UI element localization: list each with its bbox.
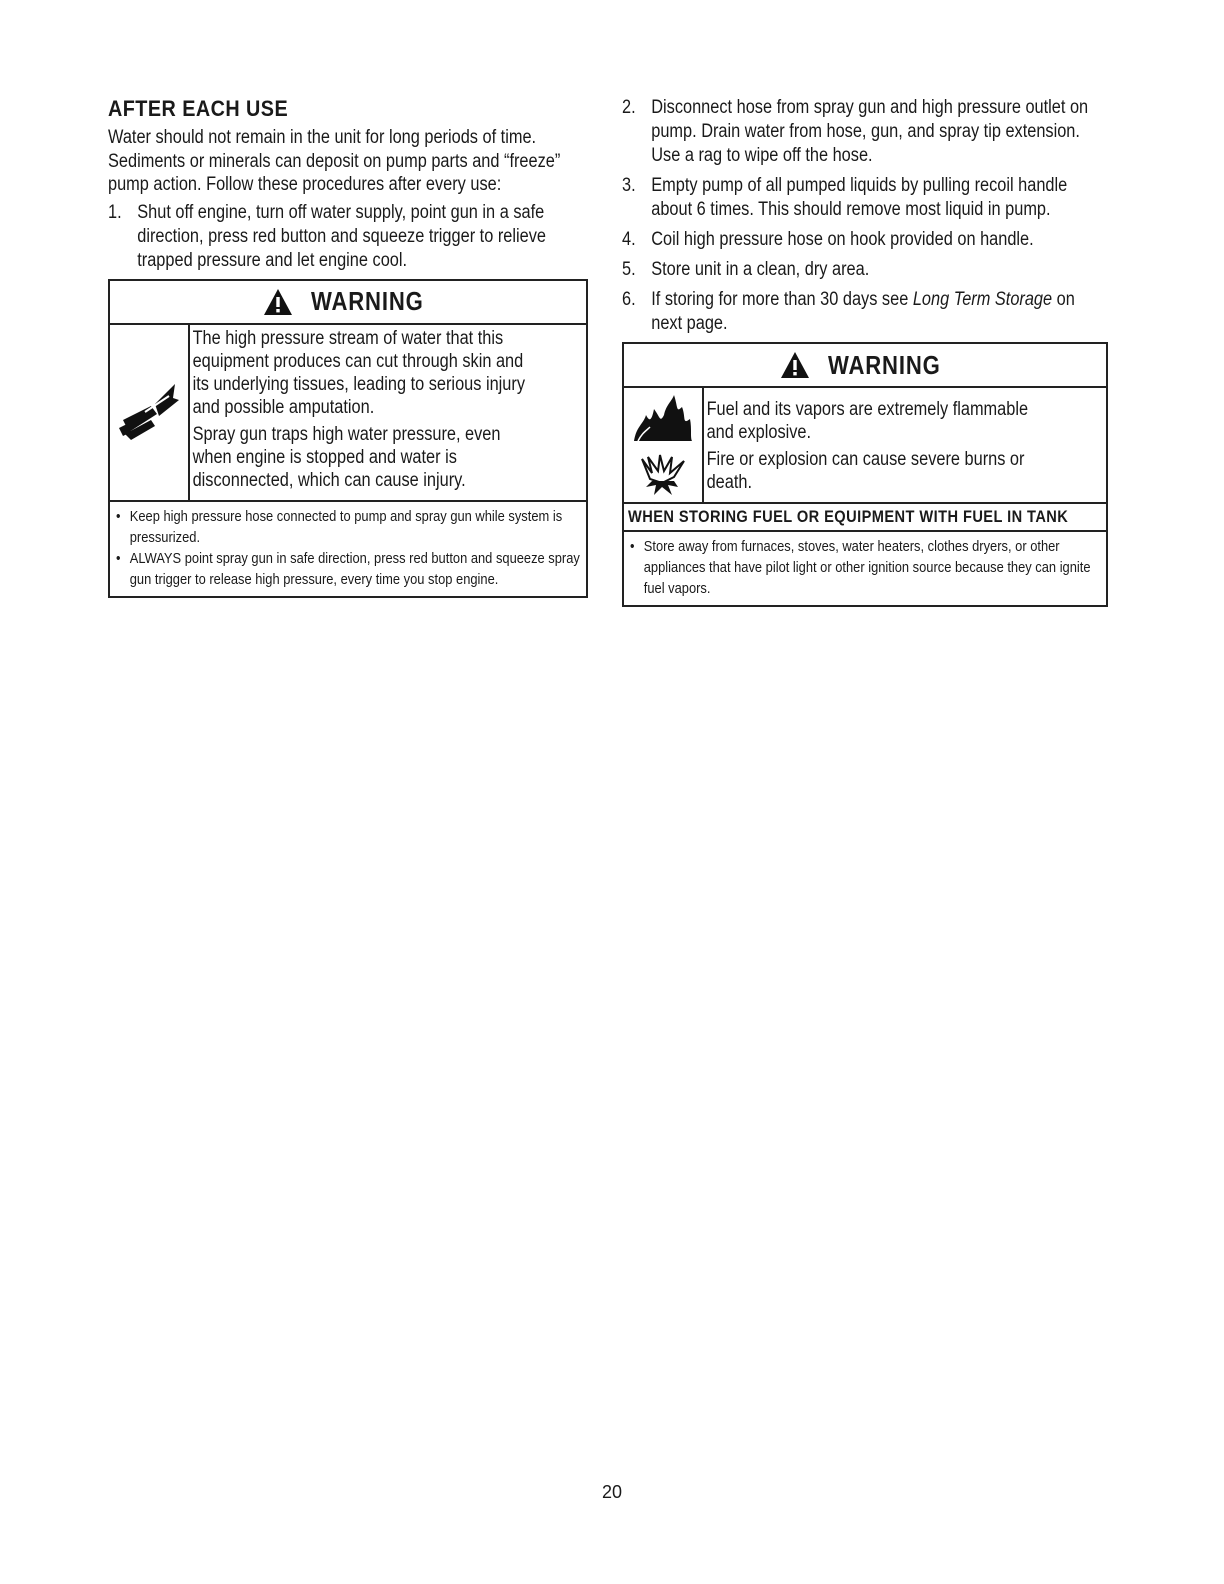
step-text: [651, 288, 1108, 336]
step-item: [622, 258, 1108, 282]
warning-box-fuel: [622, 342, 1108, 607]
intro-paragraph: Water should not remain in the unit for long periods of time. Sediments or minerals can deposit on pump parts and “freeze” pump action. Follow these procedures after every use:: [108, 127, 561, 195]
step-number: 4.: [622, 229, 636, 250]
warning-header: [624, 344, 1106, 388]
step-number: 3.: [622, 175, 636, 196]
warning-body: [624, 388, 1106, 504]
warning-text: [190, 325, 531, 500]
left-text-block: [108, 126, 588, 273]
right-column: [622, 96, 1108, 607]
step-text: Coil high pressure hose on hook provided on handle.: [651, 229, 1034, 250]
bullet-item: • Keep high pressure hose connected to pump and spray gun while system is pressurized.: [116, 506, 580, 548]
warning-paragraph: Fuel and its vapors are extremely flammable and explosive.: [706, 399, 1029, 443]
step-text: Shut off engine, turn off water supply, point gun in a safe direction, press red button and squeeze trigger to relieve trapped pressure and let engine cool.: [137, 201, 546, 271]
bullet-text: ALWAYS point spray gun in safe direction, press red button and squeeze spray gun trigger to release high pressure, every time you stop engine.: [129, 549, 580, 588]
step-text-pre: If storing for more than 30 days see: [651, 289, 913, 310]
warning-bullets: [624, 532, 1106, 605]
step-item: [108, 201, 588, 273]
bullet-text: Store away from furnaces, stoves, water heaters, clothes dryers, or other appliances that have pilot light or other ignition source because they can ignite fuel vapors.: [643, 538, 1091, 597]
step-number: 5.: [622, 259, 636, 280]
warning-body: [110, 325, 586, 502]
bullet-text: Keep high pressure hose connected to pump and spray gun while system is pressurized.: [129, 507, 563, 546]
warning-title: WARNING: [310, 286, 424, 316]
step-text: Empty pump of all pumped liquids by pulling recoil handle about 6 times. This should remove most liquid in pump.: [651, 175, 1068, 220]
warning-paragraph: The high pressure stream of water that this equipment produces can cut through skin and its underlying tissues, leading to serious injury and possible amputation.: [192, 327, 525, 418]
bullet-item: • ALWAYS point spray gun in safe direction, press red button and squeeze spray gun trigger to release high pressure, every time you stop engine.: [116, 549, 580, 588]
warning-box-spray: [108, 279, 588, 598]
right-text-block: [622, 96, 1108, 336]
step-text: Store unit in a clean, dry area.: [651, 259, 870, 280]
page-number: 20: [601, 1482, 623, 1502]
warning-header: [110, 281, 586, 325]
spray-injury-icon: [115, 376, 183, 448]
warning-paragraph: Fire or explosion can cause severe burns or death.: [706, 449, 1025, 493]
warning-triangle-icon: [263, 288, 293, 316]
warning-icon-cell: [624, 388, 704, 502]
warning-text: [704, 388, 1050, 502]
warning-paragraph: Spray gun traps high water pressure, even when engine is stopped and water is disconnected, which can cause injury.: [192, 423, 501, 491]
warning-subheading: [624, 504, 1106, 532]
warning-title: WARNING: [827, 349, 941, 380]
warning-triangle-icon: [780, 351, 810, 379]
fire-icon: [630, 393, 696, 443]
warning-icon-cell: [110, 325, 190, 500]
step-text-italic: Long Term Storage: [912, 289, 1053, 310]
bullet-item: • Store away from furnaces, stoves, water heaters, clothes dryers, or other appliances that have pilot light or other ignition source because they can ignite fuel vapors.: [630, 536, 1100, 599]
section-heading: AFTER EACH USE: [108, 96, 289, 121]
step-item: [622, 96, 1108, 168]
step-text: Disconnect hose from spray gun and high pressure outlet on pump. Drain water from hose, gun, and spray tip extension. Use a rag to wipe off the hose.: [651, 97, 1089, 166]
left-column: [108, 96, 588, 598]
warning-subheading-text: WHEN STORING FUEL OR EQUIPMENT WITH FUEL IN TANK: [628, 507, 1069, 526]
step-item: [622, 288, 1108, 336]
step-number: 6.: [622, 289, 636, 310]
warning-bullets: [110, 502, 586, 596]
step-item: [622, 228, 1108, 252]
step-item: [622, 174, 1108, 222]
step-text-post: on next page.: [651, 289, 1075, 334]
explosion-icon: [638, 453, 688, 497]
step-number: 2.: [622, 97, 636, 118]
step-number: 1.: [108, 201, 122, 223]
